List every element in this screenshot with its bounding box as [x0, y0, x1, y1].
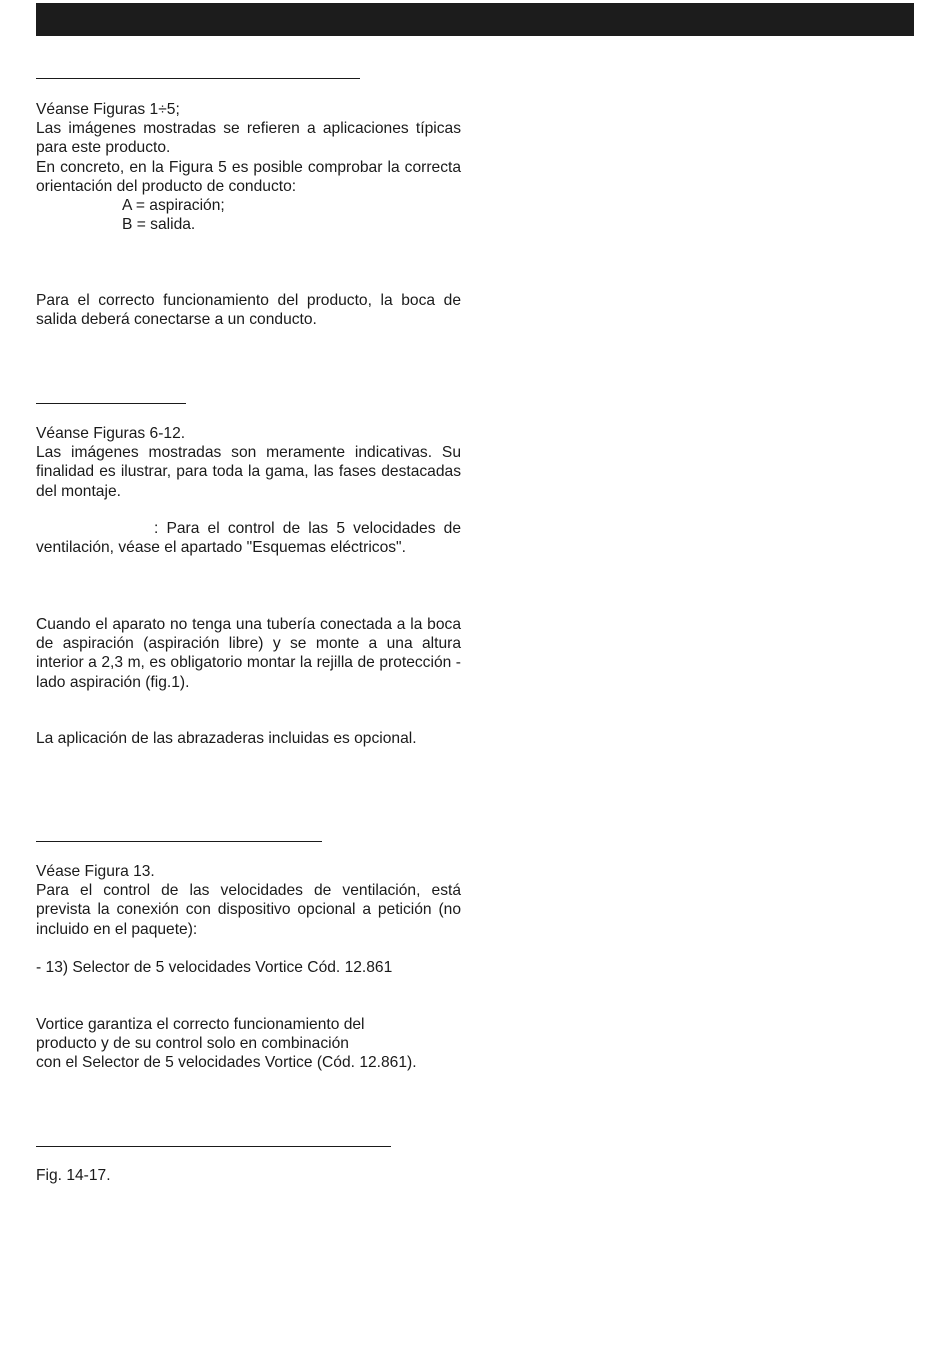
section-2-intro: Véanse Figuras 6-12. — [36, 425, 186, 442]
section-3-heading-rule — [36, 841, 322, 842]
section-3-paragraph-3-line-1: Vortice garantiza el correcto funcionamiento del producto y de su control solo en combinación — [36, 1016, 365, 1053]
section-3-body — [36, 862, 461, 939]
section-2-heading-rule — [36, 403, 186, 404]
list-item-salida: B = salida. — [122, 216, 196, 234]
section-1-paragraph-1: Las imágenes mostradas se refieren a aplicaciones típicas para este producto. — [36, 120, 461, 157]
section-3-paragraph-3 — [36, 1015, 461, 1073]
section-1-paragraph-2: En concreto, en la Figura 5 es posible comprobar la correcta orientación del producto de conducto: — [36, 158, 461, 195]
section-1-body — [36, 100, 461, 234]
section-3-paragraph-1: Para el control de las velocidades de ventilación, está prevista la conexión con dispositivo opcional a petición (no incluido en el paquete): — [36, 882, 461, 938]
section-3-intro: Véase Figura 13. — [36, 863, 155, 880]
section-2-paragraph-4: La aplicación de las abrazaderas incluidas es opcional. — [36, 730, 417, 747]
header-bar — [36, 3, 914, 36]
section-1-heading-rule — [36, 78, 360, 79]
section-4-heading-rule — [36, 1146, 391, 1147]
section-2-body — [36, 424, 461, 501]
section-2-paragraph-1: Las imágenes mostradas son meramente indicativas. Su finalidad es ilustrar, para toda la gama, las fases destacadas del montaje. — [36, 444, 461, 500]
section-4-intro: Fig. 14-17. — [36, 1167, 111, 1184]
section-1-intro: Véanse Figuras 1÷5; — [36, 101, 180, 118]
section-3-selector-item: - 13) Selector de 5 velocidades Vortice Cód. 12.861 — [36, 959, 393, 976]
list-item-aspiracion: A = aspiración; — [122, 197, 225, 215]
section-1-paragraph-3: Para el correcto funcionamiento del producto, la boca de salida deberá conectarse a un conducto. — [36, 292, 461, 329]
section-3-paragraph-3-line-2: con el Selector de 5 velocidades Vortice (Cód. 12.861). — [36, 1054, 417, 1072]
section-2-paragraph-2: : Para el control de las 5 velocidades de ventilación, véase el apartado "Esquemas eléctricos". — [36, 520, 461, 557]
section-2-paragraph-3: Cuando el aparato no tenga una tubería conectada a la boca de aspiración (aspiración libre) y se monte a una altura interior a 2,3 m, es obligatorio montar la rejilla de protección - lado aspiración (fig.1). — [36, 616, 461, 691]
